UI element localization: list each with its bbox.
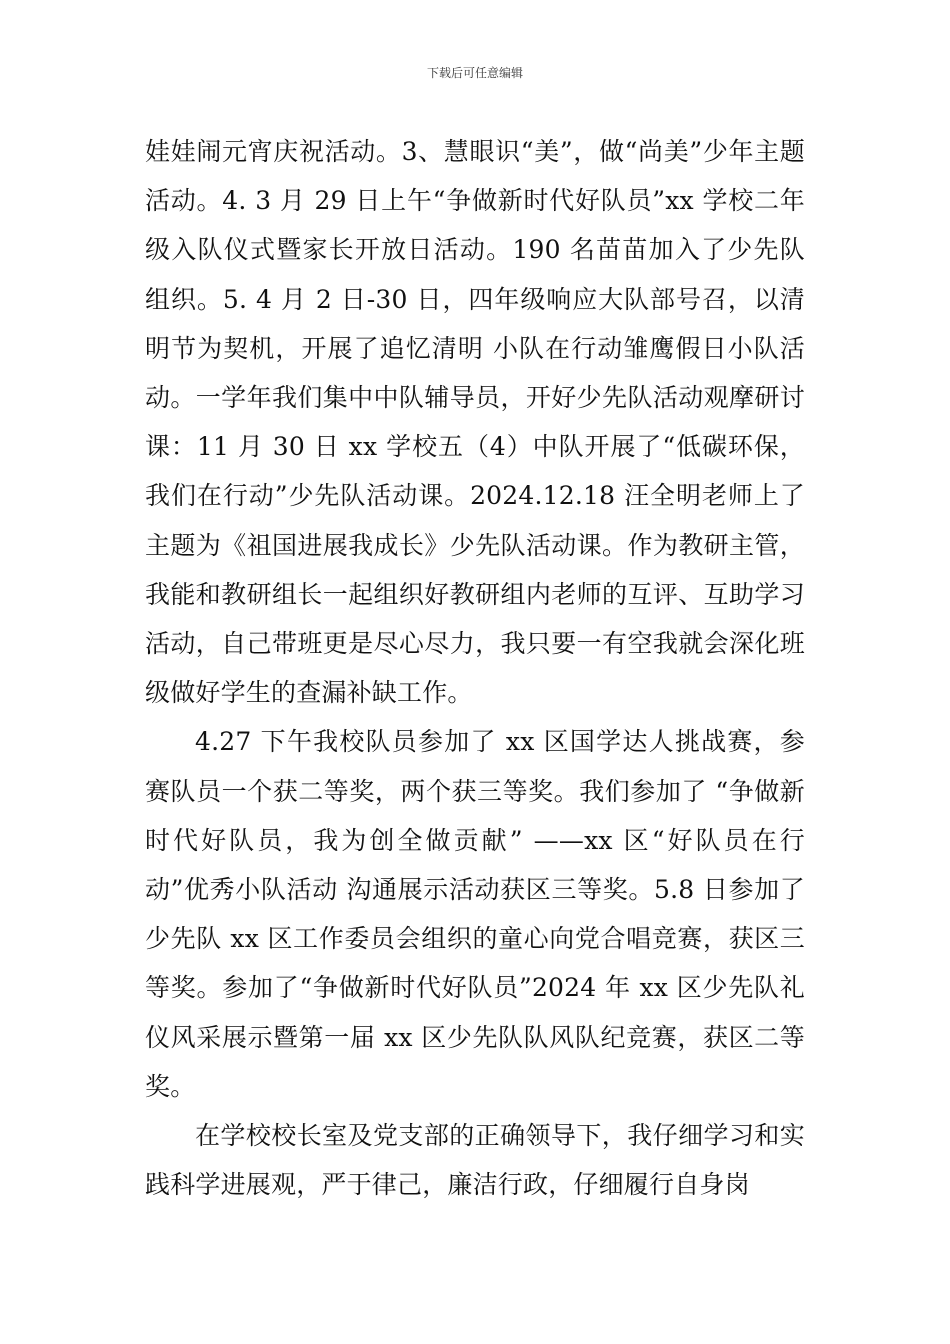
paragraph-2: 4.27 下午我校队员参加了 xx 区国学达人挑战赛，参赛队员一个获二等奖，两个获三等奖。我们参加了 “争做新时代好队员，我为创全做贡献” ——xx 区“好队员在行动”优秀小队活动 沟通展示活动获区三等奖。5.8 日参加了少先队 xx 区工作委员会组织的童心向党合唱竞赛，获区三等奖。参加了“争做新时代好队员”2024 年 xx 区少先队礼仪风采展示暨第一届 xx 区少先队队风队纪竞赛，获区二等奖。 — [145, 727, 805, 1101]
page-header-note: 下载后可任意编辑 — [426, 66, 523, 80]
paragraph-1: 娃娃闹元宵庆祝活动。3、慧眼识“美”，做“尚美”少年主题活动。4. 3 月 29 日上午“争做新时代好队员”xx 学校二年级入队仪式暨家长开放日活动。190 名苗苗加入了少先队组织。5. 4 月 2 日-30 日，四年级响应大队部号召，以清明节为契机，开展了追忆清明 小队在行动雏鹰假日小队活动。一学年我们集中中队辅导员，开好少先队活动观摩研讨课：11 月 30 日 xx 学校五（4）中队开展了“低碳环保，我们在行动”少先队活动课。2024.12.18 汪全明老师上了主题为《祖国进展我成长》少先队活动课。作为教研主管，我能和教研组长一起组织好教研组内老师的互评、互助学习活动，自己带班更是尽心尽力，我只要一有空我就会深化班级做好学生的查漏补缺工作。 — [145, 137, 805, 708]
paragraph-3: 在学校校长室及党支部的正确领导下，我仔细学习和实践科学进展观，严于律己，廉洁行政，仔细履行自身岗 — [145, 1121, 805, 1200]
document-body — [145, 127, 805, 1209]
